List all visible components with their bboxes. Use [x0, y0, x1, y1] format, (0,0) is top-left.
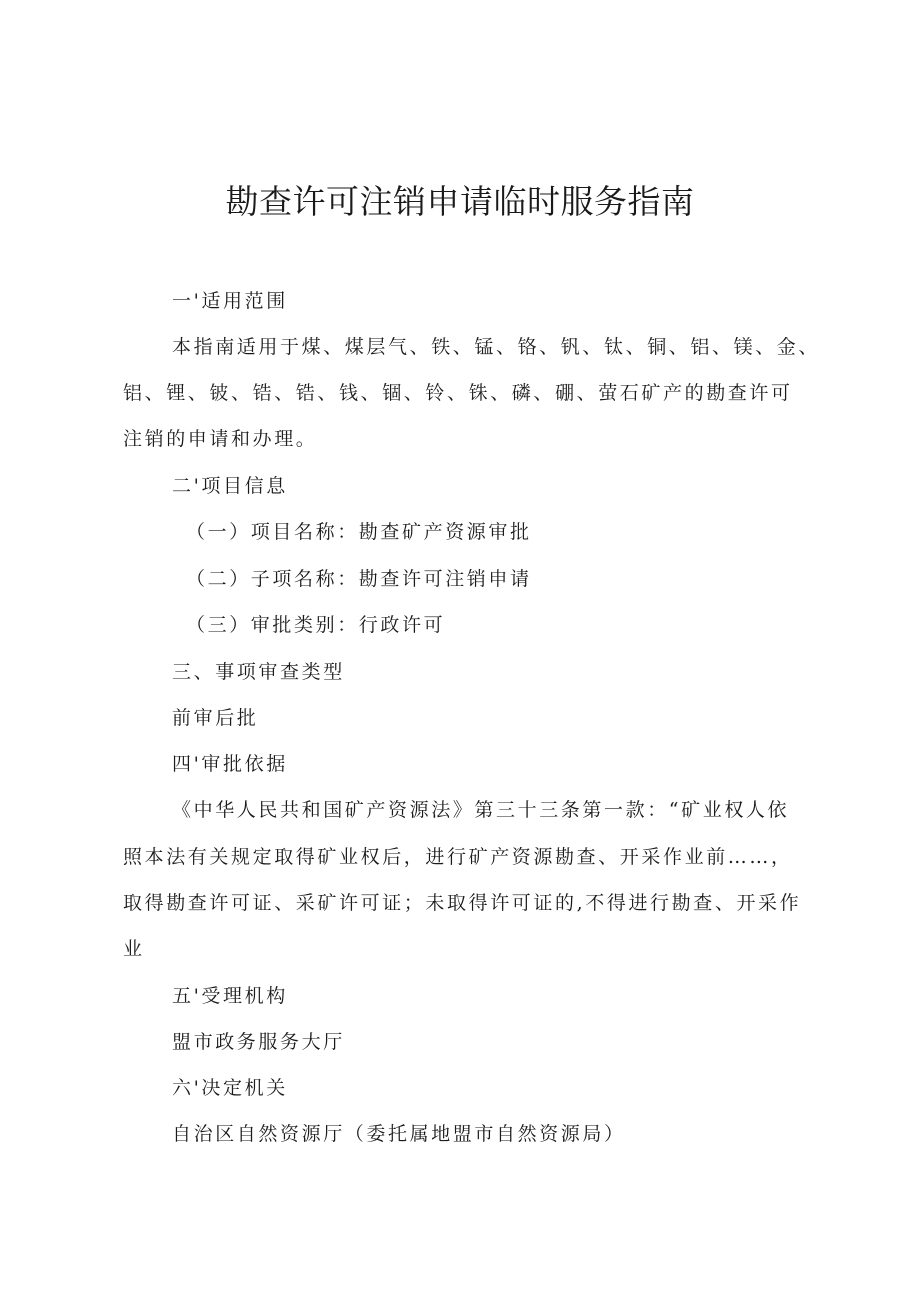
section-2-item-2: （二）子项名称：勘查许可注销申请: [186, 568, 532, 590]
section-4-line-3: 取得勘查许可证、采矿许可证；未取得许可证的,不得进行勘查、开采作: [123, 892, 802, 914]
section-5-heading: 五'受理机构: [172, 985, 288, 1007]
section-1-line-3: 注销的申请和办理。: [123, 428, 318, 450]
document-title: 勘查许可注销申请临时服务指南: [225, 182, 695, 221]
section-6-body: 自治区自然资源厅（委托属地盟市自然资源局）: [172, 1123, 626, 1145]
section-3-heading: 三、事项审查类型: [172, 661, 345, 683]
section-6-heading: 六'决定机关: [172, 1077, 288, 1099]
section-2-item-3: （三）审批类别：行政许可: [186, 614, 446, 636]
section-1-heading: 一'适用范围: [172, 290, 288, 312]
section-5-body: 盟市政务服务大厅: [172, 1031, 345, 1053]
section-4-line-2: 照本法有关规定取得矿业权后，进行矿产资源勘查、开采作业前……，: [123, 846, 793, 868]
section-4-line-4: 业: [123, 938, 145, 960]
section-1-line-1: 本指南适用于煤、煤层气、铁、锰、铬、钒、钛、铜、铝、镁、金、: [172, 336, 821, 358]
section-2-item-1: （一）项目名称：勘查矿产资源审批: [186, 521, 532, 543]
section-4-line-1: 《中华人民共和国矿产资源法》第三十三条第一款：“矿业权人依: [172, 799, 790, 821]
section-2-heading: 二'项目信息: [172, 475, 288, 497]
section-1-line-2: 铝、锂、铍、锆、锆、钱、锢、铃、铢、磷、硼、萤石矿产的勘查许可: [123, 382, 793, 404]
section-3-body: 前审后批: [172, 707, 259, 729]
section-4-heading: 四'审批依据: [172, 753, 288, 775]
